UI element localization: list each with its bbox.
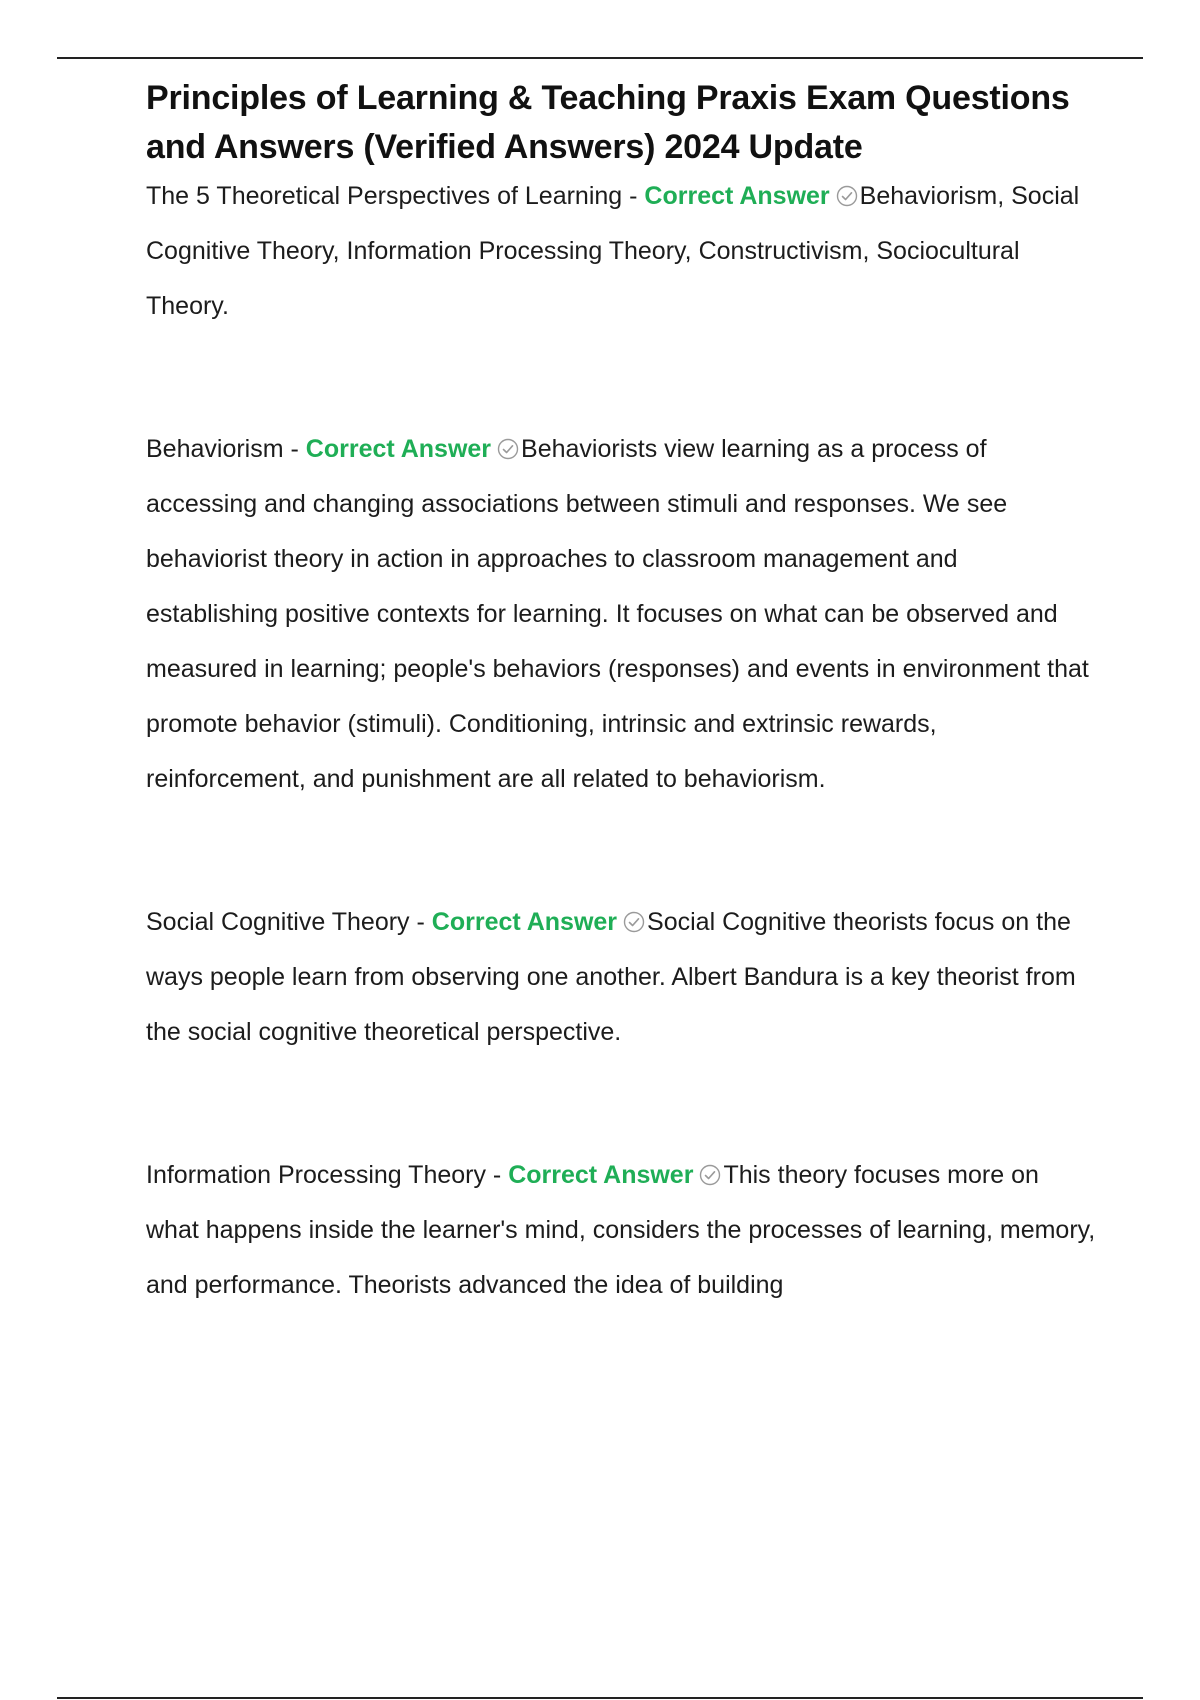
qa-definition: This theory focuses more on what happens inside the learner's mind, considers the processes of learning, memory, and performance. Theorists advanced the idea of building	[146, 1161, 1096, 1299]
correct-answer-label: Correct Answer	[508, 1161, 694, 1189]
bottom-divider	[57, 1697, 1143, 1699]
check-circle-icon	[699, 1164, 721, 1186]
qa-term: Social Cognitive Theory	[146, 908, 410, 936]
qa-entry-social-cognitive-theory	[146, 895, 1096, 1060]
document-title: Principles of Learning & Teaching Praxis Exam Questions and Answers (Verified Answers) 2024 Update	[146, 79, 1070, 166]
qa-separator: -	[409, 908, 432, 936]
correct-answer-label: Correct Answer	[431, 908, 618, 936]
qa-term: Behaviorism	[146, 435, 284, 463]
qa-entry-theoretical-perspectives	[146, 169, 1096, 334]
qa-separator: -	[283, 435, 306, 463]
qa-term: Information Processing Theory	[146, 1161, 486, 1189]
correct-answer-label: Correct Answer	[644, 182, 830, 210]
qa-separator: -	[622, 182, 645, 210]
qa-entry-behaviorism	[146, 422, 1096, 807]
qa-entry-information-processing-theory	[146, 1148, 1096, 1313]
check-circle-icon	[497, 438, 519, 460]
qa-term: The 5 Theoretical Perspectives of Learning	[146, 182, 623, 210]
document-body	[146, 74, 1096, 1313]
check-circle-icon	[623, 911, 645, 933]
top-divider	[57, 57, 1143, 59]
correct-answer-label: Correct Answer	[305, 435, 492, 463]
qa-definition: Social Cognitive theorists focus on the ways people learn from observing one another. Albert Bandura is a key theorist from the social cognitive theoretical perspective.	[146, 908, 1076, 1046]
qa-separator: -	[485, 1161, 509, 1189]
qa-definition: Behaviorists view learning as a process of accessing and changing associations between stimuli and responses. We see behaviorist theory in action in approaches to classroom management and establishing positive contexts for learning. It focuses on what can be observed and measured in learning; people's behaviors (responses) and events in environment that promote behavior (stimuli). Conditioning, intrinsic and extrinsic rewards, reinforcement, and punishment are all related to behaviorism.	[146, 435, 1089, 793]
check-circle-icon	[836, 185, 858, 207]
qa-definition: Behaviorism, Social Cognitive Theory, Information Processing Theory, Constructivism, Sociocultural Theory.	[146, 182, 1080, 320]
